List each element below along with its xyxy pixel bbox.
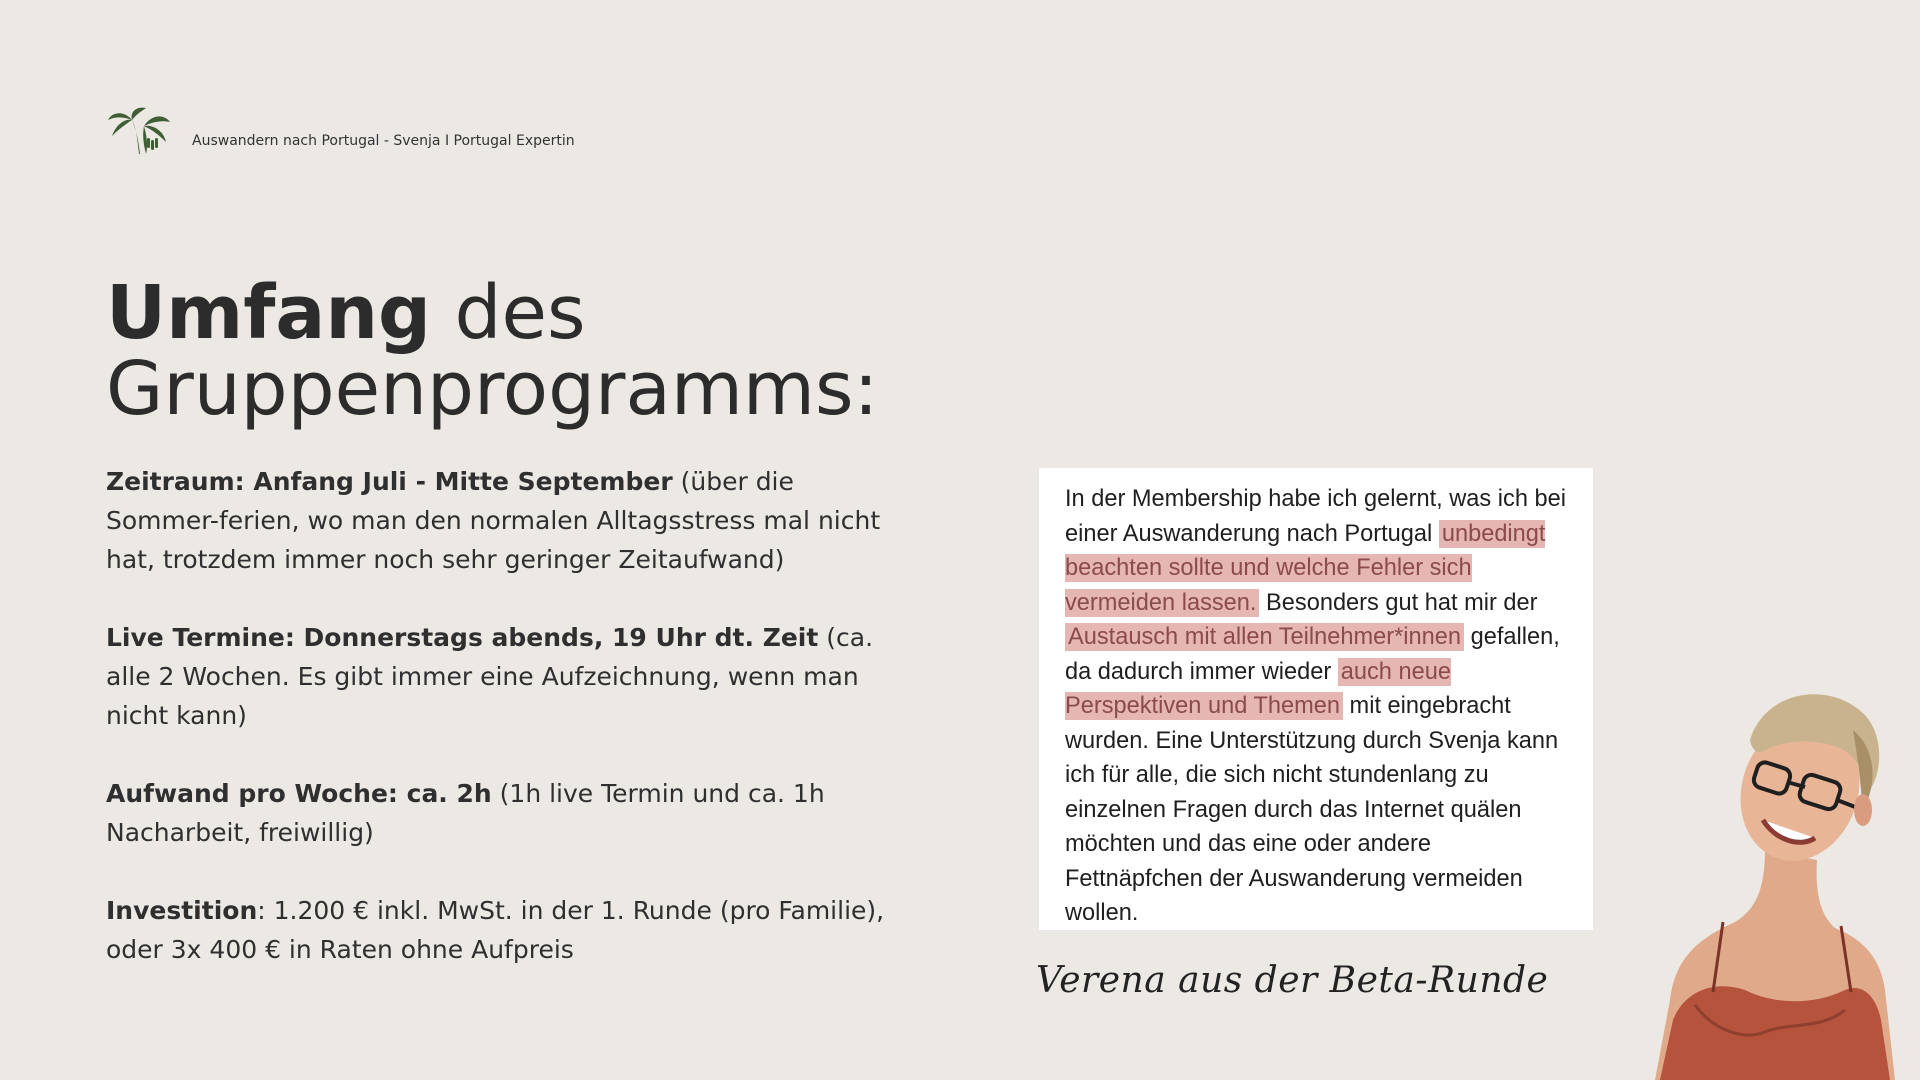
brand-header	[106, 106, 575, 158]
program-details	[106, 462, 886, 1008]
testimonial-signature: Verena aus der Beta-Runde	[1036, 960, 1549, 1001]
detail-label: Investition	[106, 896, 258, 925]
title-bold: Umfang	[106, 270, 431, 356]
detail-period	[106, 462, 886, 579]
testimonial-card	[1039, 468, 1593, 930]
detail-investment	[106, 891, 886, 969]
testimonial-text	[1065, 482, 1569, 931]
testimonial-part: gefallen, da dadurch immer wieder	[1065, 624, 1560, 685]
title-line2: Gruppenprogramms:	[106, 346, 879, 432]
testimonial-part: In der Membership habe ich gelernt, was ich bei einer Auswanderung nach Portugal	[1065, 486, 1566, 547]
detail-label: Live Termine: Donnerstags abends, 19 Uhr dt. Zeit	[106, 623, 819, 652]
testimonial-part: Besonders gut hat mir der	[1259, 589, 1538, 616]
brand-text: Auswandern nach Portugal - Svenja I Portugal Expertin	[192, 133, 575, 149]
detail-label: Aufwand pro Woche: ca. 2h	[106, 779, 492, 808]
page-title	[106, 270, 926, 432]
detail-text: : 1.200 € inkl. MwSt. in der 1. Runde (pro Familie), oder 3x 400 € in Raten ohne Aufpreis	[106, 896, 885, 964]
detail-text: (ca. alle 2 Wochen. Es gibt immer eine Aufzeichnung, wenn man nicht kann)	[106, 623, 874, 730]
detail-text: (1h live Termin und ca. 1h Nacharbeit, freiwillig)	[106, 779, 825, 847]
detail-text: (über die Sommer-ferien, wo man den normalen Alltagsstress mal nicht hat, trotzdem immer noch sehr geringer Zeitaufwand)	[106, 467, 881, 574]
palm-plant-icon	[106, 106, 172, 158]
portrait-photo	[1615, 660, 1905, 1080]
title-rest: des	[430, 270, 586, 356]
testimonial-highlight: unbedingt beachten sollte und welche Fehler sich vermeiden lassen.	[1065, 520, 1546, 616]
detail-live-dates	[106, 618, 886, 735]
detail-label: Zeitraum: Anfang Juli - Mitte September	[106, 467, 673, 496]
testimonial-part: mit eingebracht wurden. Eine Unterstützung durch Svenja kann ich für alle, die sich nicht stundenlang zu einzelnen Fragen durch das Internet quälen möchten und das eine oder andere Fettnäpfchen der Auswanderung vermeiden wollen.	[1065, 693, 1559, 926]
testimonial-highlight: auch neue Perspektiven und Themen	[1065, 658, 1451, 719]
detail-weekly-effort	[106, 774, 886, 852]
testimonial-highlight: Austausch mit allen Teilnehmer*innen	[1065, 623, 1464, 651]
